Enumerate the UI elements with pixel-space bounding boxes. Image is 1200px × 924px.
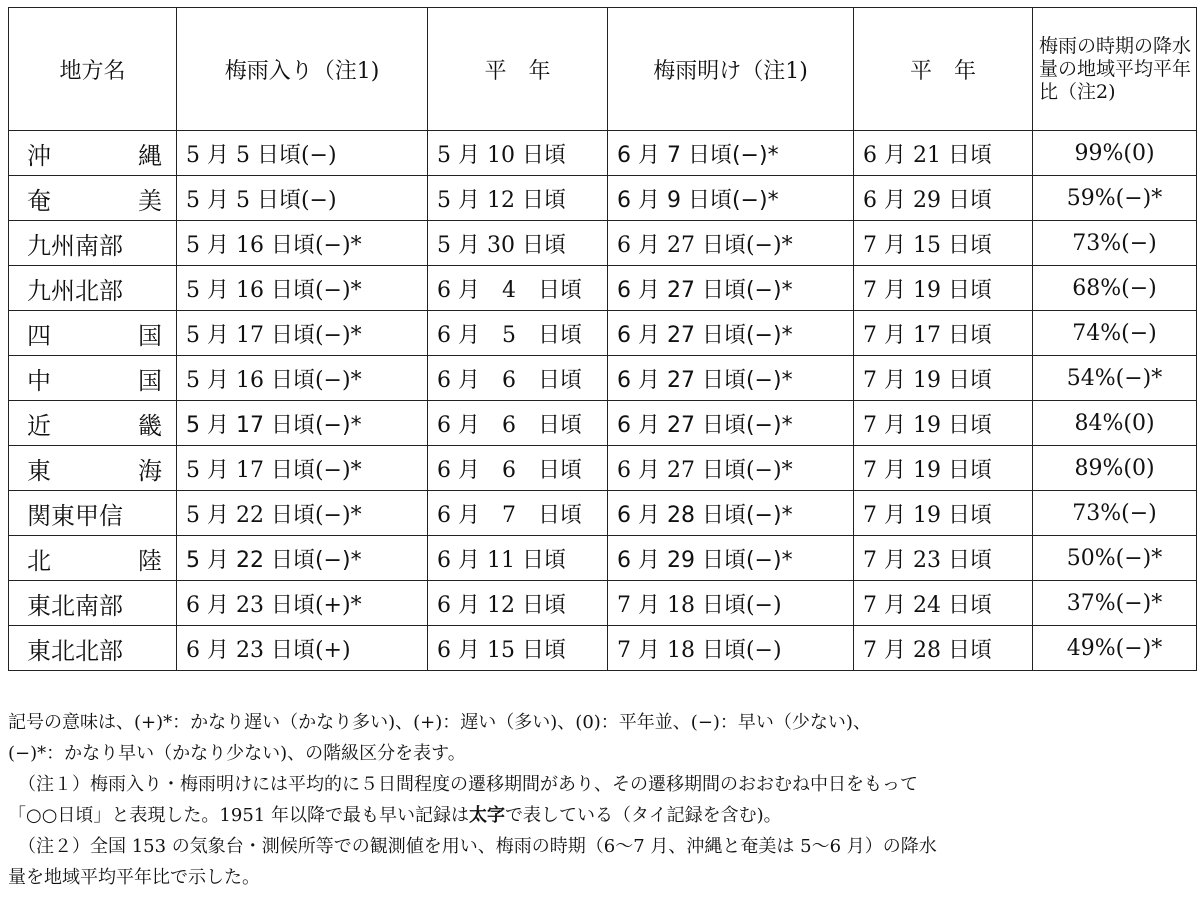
region-label: 九州北部 <box>27 276 123 305</box>
header-row <box>9 8 1197 131</box>
precip-ratio-cell: 99%(0) <box>1033 131 1197 176</box>
region-cell <box>9 356 177 401</box>
region-label <box>27 541 162 576</box>
table-row <box>9 266 1197 311</box>
onset-date-cell: 5 月 5 日頃(−) <box>177 176 428 221</box>
note-1-line-2 <box>8 800 1194 831</box>
end-date-cell: 6 月 7 日頃(−)* <box>608 131 854 176</box>
table-row <box>9 176 1197 221</box>
end-date-cell: 6 月 27 日頃(−)* <box>608 221 854 266</box>
onset-normal-cell: 6 月 6 日頃 <box>428 446 608 491</box>
precip-ratio-cell: 54%(−)* <box>1033 356 1197 401</box>
header-region: 地方名 <box>9 8 177 131</box>
region-cell <box>9 626 177 671</box>
end-normal-cell: 7 月 19 日頃 <box>854 401 1033 446</box>
note-1-bold-word: 太字 <box>468 805 505 826</box>
region-char: 沖 <box>27 141 51 170</box>
region-cell <box>9 446 177 491</box>
end-normal-cell: 6 月 21 日頃 <box>854 131 1033 176</box>
onset-normal-cell: 6 月 5 日頃 <box>428 311 608 356</box>
onset-date-cell: 6 月 23 日頃(+)* <box>177 581 428 626</box>
end-date-cell: 6 月 27 日頃(−)* <box>608 266 854 311</box>
end-normal-cell: 7 月 15 日頃 <box>854 221 1033 266</box>
legend-line-2: (−)*：かなり早い（かなり少ない)、の階級区分を表す。 <box>8 743 466 764</box>
region-char: 中 <box>27 366 51 395</box>
onset-normal-cell: 6 月 12 日頃 <box>428 581 608 626</box>
table-row <box>9 626 1197 671</box>
header-end-normal: 平 年 <box>854 8 1033 131</box>
header-onset: 梅雨入り（注1) <box>177 8 428 131</box>
onset-date-cell: 6 月 23 日頃(+) <box>177 626 428 671</box>
table-row <box>9 356 1197 401</box>
note-1-text-before: 「○○日頃」と表現した。1951 年以降で最も早い記録は <box>8 805 469 826</box>
end-date-cell: 6 月 27 日頃(−)* <box>608 446 854 491</box>
end-date-cell: 6 月 9 日頃(−)* <box>608 176 854 221</box>
end-date-cell: 7 月 18 日頃(−) <box>608 626 854 671</box>
region-cell <box>9 266 177 311</box>
precip-ratio-cell: 89%(0) <box>1033 446 1197 491</box>
onset-date-cell: 5 月 17 日頃(−)* <box>177 311 428 356</box>
onset-date-cell: 5 月 17 日頃(−)* <box>177 446 428 491</box>
note-2-line-1: （注２）全国 153 の気象台・測候所等での観測値を用い、梅雨の時期（6〜7 月、沖縄と奄美は 5〜6 月）の降水 <box>18 836 937 857</box>
note-1-text-after: で表している（タイ記録を含む)。 <box>504 805 782 826</box>
end-date-cell: 6 月 28 日頃(−)* <box>608 491 854 536</box>
precip-ratio-cell: 74%(−) <box>1033 311 1197 356</box>
onset-normal-cell: 6 月 7 日頃 <box>428 491 608 536</box>
region-cell <box>9 581 177 626</box>
region-label: 東北南部 <box>27 591 123 620</box>
region-char: 四 <box>27 321 51 350</box>
table-row <box>9 311 1197 356</box>
precip-ratio-cell: 49%(−)* <box>1033 626 1197 671</box>
onset-date-cell: 5 月 17 日頃(−)* <box>177 401 428 446</box>
region-char: 畿 <box>138 411 162 440</box>
header-end: 梅雨明け（注1) <box>608 8 854 131</box>
table-row <box>9 491 1197 536</box>
onset-normal-cell: 5 月 12 日頃 <box>428 176 608 221</box>
region-label <box>27 181 162 216</box>
end-date-cell: 7 月 18 日頃(−) <box>608 581 854 626</box>
note-1-line-1: （注１）梅雨入り・梅雨明けには平均的に５日間程度の遷移期間があり、その遷移期間のおおむね中日をもって <box>18 774 918 795</box>
header-ratio: 梅雨の時期の降水量の地域平均平年比（注2) <box>1033 8 1197 131</box>
region-cell <box>9 491 177 536</box>
region-cell <box>9 311 177 356</box>
region-char: 陸 <box>138 546 162 575</box>
region-cell <box>9 221 177 266</box>
precip-ratio-cell: 68%(−) <box>1033 266 1197 311</box>
end-normal-cell: 7 月 19 日頃 <box>854 266 1033 311</box>
onset-normal-cell: 6 月 11 日頃 <box>428 536 608 581</box>
region-char: 奄 <box>27 186 51 215</box>
end-date-cell: 6 月 27 日頃(−)* <box>608 311 854 356</box>
notes <box>8 707 1194 893</box>
end-normal-cell: 6 月 29 日頃 <box>854 176 1033 221</box>
onset-date-cell: 5 月 16 日頃(−)* <box>177 356 428 401</box>
precip-ratio-cell: 73%(−) <box>1033 491 1197 536</box>
region-cell <box>9 176 177 221</box>
region-label <box>27 136 162 171</box>
onset-date-cell: 5 月 5 日頃(−) <box>177 131 428 176</box>
table-row <box>9 401 1197 446</box>
end-date-cell: 6 月 27 日頃(−)* <box>608 356 854 401</box>
end-normal-cell: 7 月 24 日頃 <box>854 581 1033 626</box>
onset-normal-cell: 5 月 10 日頃 <box>428 131 608 176</box>
onset-normal-cell: 6 月 15 日頃 <box>428 626 608 671</box>
end-normal-cell: 7 月 17 日頃 <box>854 311 1033 356</box>
header-onset-normal: 平 年 <box>428 8 608 131</box>
region-cell <box>9 536 177 581</box>
rainy-season-table <box>8 7 1197 671</box>
table-body <box>9 131 1197 671</box>
onset-date-cell: 5 月 16 日頃(−)* <box>177 221 428 266</box>
region-label: 九州南部 <box>27 231 123 260</box>
onset-date-cell: 5 月 22 日頃(−)* <box>177 491 428 536</box>
region-label: 関東甲信 <box>27 501 123 530</box>
end-date-cell: 6 月 27 日頃(−)* <box>608 401 854 446</box>
end-date-cell: 6 月 29 日頃(−)* <box>608 536 854 581</box>
onset-normal-cell: 6 月 6 日頃 <box>428 401 608 446</box>
precip-ratio-cell: 37%(−)* <box>1033 581 1197 626</box>
onset-normal-cell: 5 月 30 日頃 <box>428 221 608 266</box>
table-row <box>9 221 1197 266</box>
end-normal-cell: 7 月 19 日頃 <box>854 491 1033 536</box>
legend-line-1: 記号の意味は、(+)*：かなり遅い（かなり多い)、(+)：遅い（多い)、(0)：平年並、(−)：早い（少ない)、 <box>8 712 871 733</box>
precip-ratio-cell: 84%(0) <box>1033 401 1197 446</box>
region-label <box>27 361 162 396</box>
region-char: 近 <box>27 411 51 440</box>
end-normal-cell: 7 月 28 日頃 <box>854 626 1033 671</box>
region-cell <box>9 131 177 176</box>
region-char: 国 <box>138 366 162 395</box>
region-char: 東 <box>27 456 51 485</box>
end-normal-cell: 7 月 19 日頃 <box>854 446 1033 491</box>
region-char: 美 <box>138 186 162 215</box>
region-cell <box>9 401 177 446</box>
onset-normal-cell: 6 月 4 日頃 <box>428 266 608 311</box>
table-row <box>9 446 1197 491</box>
region-label <box>27 451 162 486</box>
region-char: 北 <box>27 546 51 575</box>
end-normal-cell: 7 月 19 日頃 <box>854 356 1033 401</box>
end-normal-cell: 7 月 23 日頃 <box>854 536 1033 581</box>
table-row <box>9 131 1197 176</box>
region-label <box>27 316 162 351</box>
table-row <box>9 536 1197 581</box>
region-char: 縄 <box>138 141 162 170</box>
note-2-line-2: 量を地域平均平年比で示した。 <box>8 867 260 888</box>
precip-ratio-cell: 50%(−)* <box>1033 536 1197 581</box>
onset-date-cell: 5 月 22 日頃(−)* <box>177 536 428 581</box>
onset-normal-cell: 6 月 6 日頃 <box>428 356 608 401</box>
table-row <box>9 581 1197 626</box>
precip-ratio-cell: 73%(−) <box>1033 221 1197 266</box>
precip-ratio-cell: 59%(−)* <box>1033 176 1197 221</box>
region-char: 海 <box>138 456 162 485</box>
region-label <box>27 406 162 441</box>
onset-date-cell: 5 月 16 日頃(−)* <box>177 266 428 311</box>
region-char: 国 <box>138 321 162 350</box>
region-label: 東北北部 <box>27 636 123 665</box>
